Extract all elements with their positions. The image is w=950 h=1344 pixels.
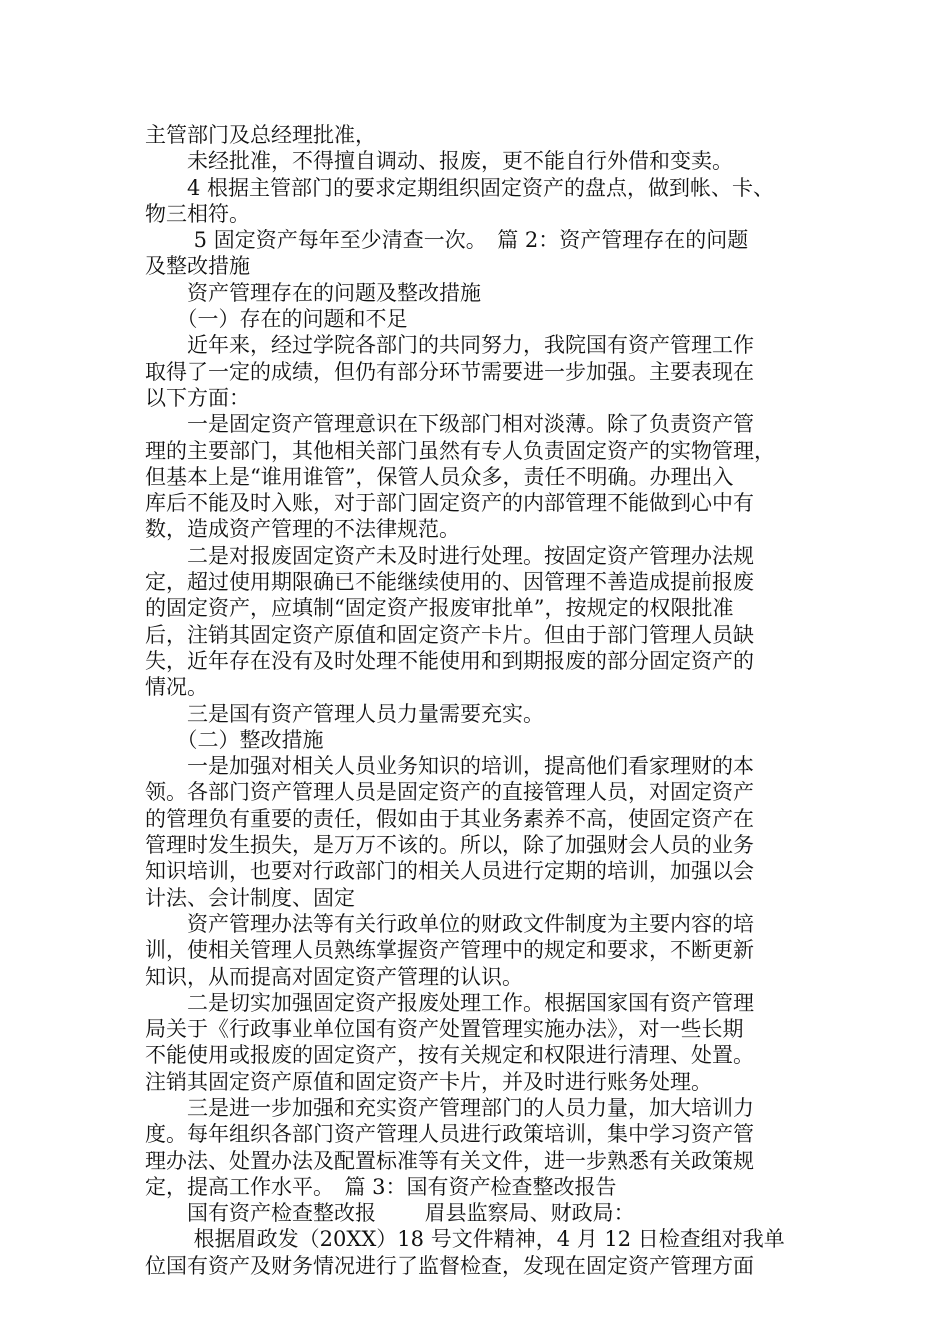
- text-line: 领。各部门资产管理人员是固定资产的直接管理人员，对固定资产: [145, 780, 754, 805]
- text-line: 数，造成资产管理的不法律规范。: [145, 517, 460, 542]
- text-line: 取得了一定的成绩，但仍有部分环节需要进一步加强。主要表现在: [145, 359, 754, 384]
- text-line: 未经批准，不得擅自调动、报废，更不能自行外借和变卖。: [145, 149, 733, 174]
- text-line: 物三相符。: [145, 201, 250, 226]
- text-line: 但基本上是“谁用谁管”，保管人员众多，责任不明确。办理出入: [145, 464, 734, 489]
- text-line: 根据眉政发（20XX）18 号文件精神，4 月 12 日检查组对我单: [145, 1227, 785, 1252]
- text-line: 度。每年组织各部门资产管理人员进行政策培训，集中学习资产管: [145, 1122, 754, 1147]
- text-line: 及整改措施: [145, 254, 250, 279]
- text-line: 以下方面：: [145, 385, 250, 410]
- section-heading: 资产管理存在的问题及整改措施: [145, 280, 481, 305]
- text-line: 不能使用或报废的固定资产，按有关规定和权限进行清理、处置。: [145, 1043, 754, 1068]
- text-line: 理的主要部门，其他相关部门虽然有专人负责固定资产的实物管理，: [145, 438, 775, 463]
- subsection-heading: （二）整改措施: [145, 727, 324, 752]
- text-line: 的固定资产，应填制“固定资产报废审批单”，按规定的权限批准: [145, 596, 734, 621]
- text-line: 三是进一步加强和充实资产管理部门的人员力量，加大培训力: [145, 1095, 754, 1120]
- text-line: 计法、会计制度、固定: [145, 885, 355, 910]
- text-line: 知识培训，也要对行政部门的相关人员进行定期的培训，加强以会: [145, 859, 754, 884]
- text-line: 4 根据主管部门的要求定期组织固定资产的盘点，做到帐、卡、: [145, 175, 775, 200]
- text-line: 三是国有资产管理人员力量需要充实。: [145, 701, 544, 726]
- subsection-heading: （一）存在的问题和不足: [145, 307, 408, 332]
- text-line: 定，提高工作水平。 篇 3：国有资产检查整改报告: [145, 1174, 617, 1199]
- text-line: 情况。: [145, 675, 208, 700]
- text-line: 注销其固定资产原值和固定资产卡片，并及时进行账务处理。: [145, 1069, 712, 1094]
- text-line: 后，注销其固定资产原值和固定资产卡片。但由于部门管理人员缺: [145, 622, 754, 647]
- text-line: 近年来，经过学院各部门的共同努力，我院国有资产管理工作: [145, 333, 754, 358]
- text-line: 二是切实加强固定资产报废处理工作。根据国家国有资产管理: [145, 990, 754, 1015]
- text-line: 二是对报废固定资产未及时进行处理。按固定资产管理办法规: [145, 543, 754, 568]
- document-body: [145, 122, 810, 1279]
- text-line: 国有资产检查整改报 眉县监察局、财政局：: [145, 1201, 635, 1226]
- text-line: 局关于《行政事业单位国有资产处置管理实施办法》，对一些长期: [145, 1017, 744, 1042]
- text-line: 资产管理办法等有关行政单位的财政文件制度为主要内容的培: [145, 911, 754, 936]
- text-line: 的管理负有重要的责任，假如由于其业务素养不高，使固定资产在: [145, 806, 754, 831]
- text-line: 管理时发生损失，是万万不该的。所以，除了加强财会人员的业务: [145, 833, 754, 858]
- text-line: 一是固定资产管理意识在下级部门相对淡薄。除了负责资产管: [145, 412, 754, 437]
- text-line: 定，超过使用期限确已不能继续使用的、因管理不善造成提前报废: [145, 570, 754, 595]
- text-line: 理办法、处置办法及配置标准等有关文件，进一步熟悉有关政策规: [145, 1148, 754, 1173]
- text-line: 一是加强对相关人员业务知识的培训，提高他们看家理财的本: [145, 754, 754, 779]
- text-line: 失，近年存在没有及时处理不能使用和到期报废的部分固定资产的: [145, 648, 754, 673]
- text-line: 知识，从而提高对固定资产管理的认识。: [145, 964, 523, 989]
- text-line: 5 固定资产每年至少清查一次。 篇 2：资产管理存在的问题: [145, 228, 749, 253]
- text-line: 训，使相关管理人员熟练掌握资产管理中的规定和要求，不断更新: [145, 938, 754, 963]
- text-line: 位国有资产及财务情况进行了监督检查，发现在固定资产管理方面: [145, 1253, 754, 1278]
- text-line: 库后不能及时入账，对于部门固定资产的内部管理不能做到心中有: [145, 491, 754, 516]
- text-line: 主管部门及总经理批准，: [145, 123, 376, 147]
